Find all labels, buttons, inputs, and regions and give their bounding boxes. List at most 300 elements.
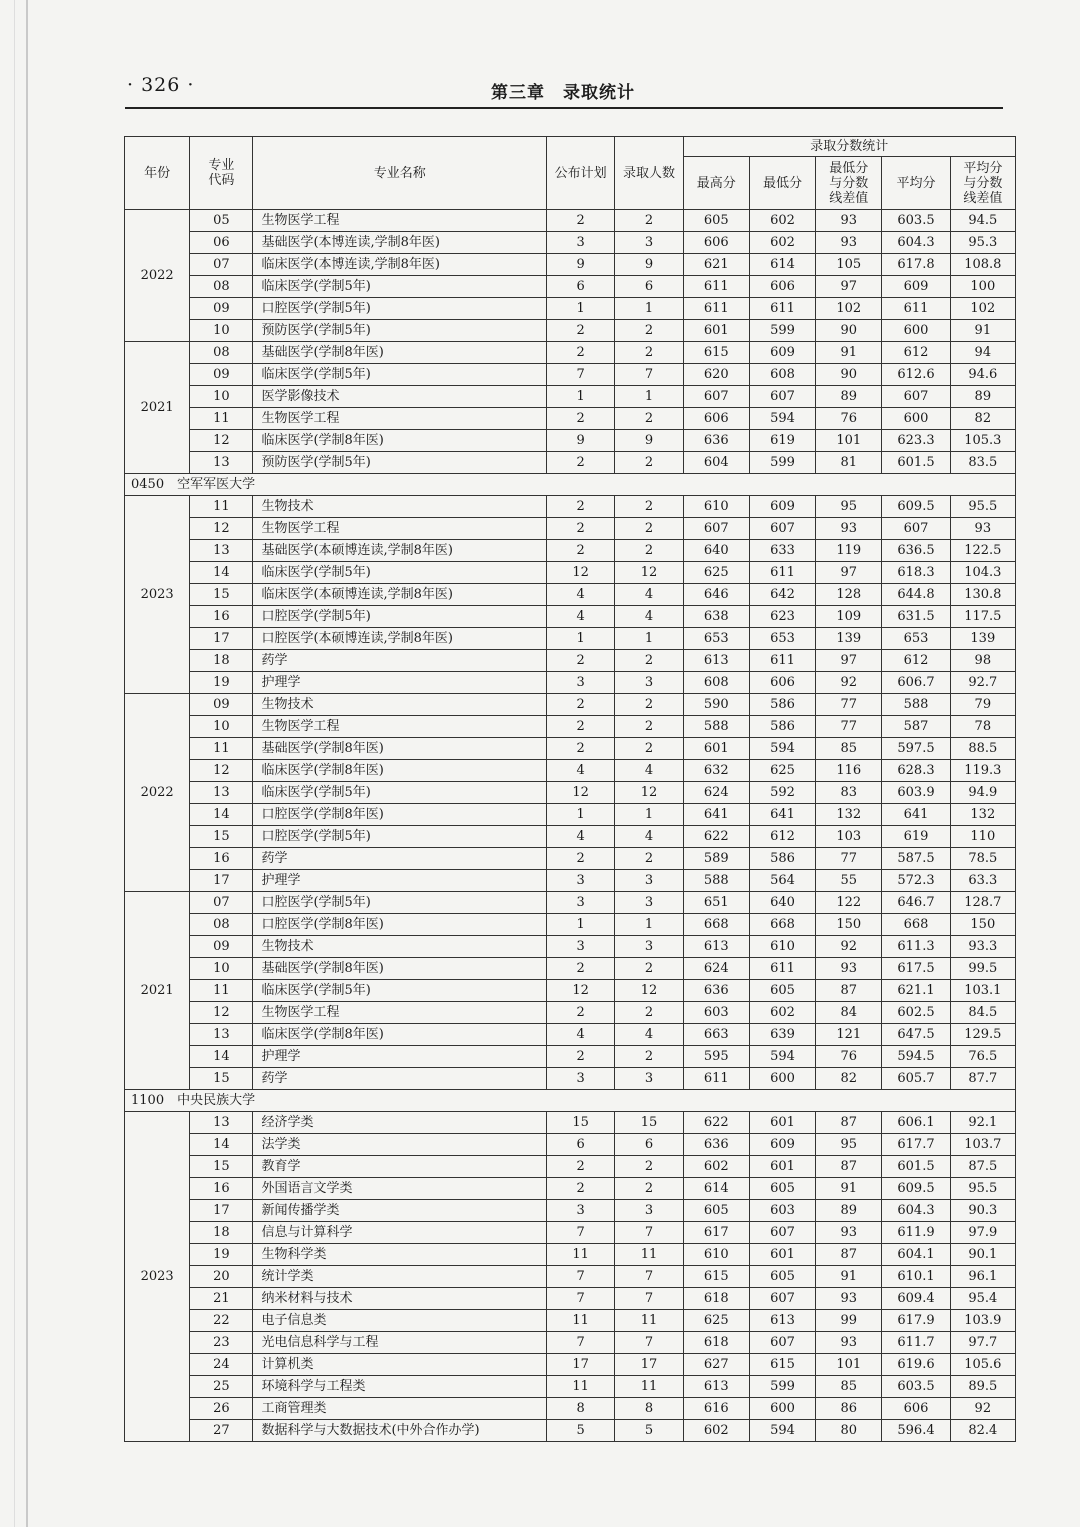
plan-cell: 4 [547, 826, 615, 848]
year-cell: 2022 [125, 210, 190, 342]
name-cell: 临床医学(学制5年) [253, 364, 547, 386]
avg-cell: 603.9 [882, 782, 950, 804]
admitted-cell: 3 [615, 870, 683, 892]
max-cell: 620 [683, 364, 749, 386]
code-cell: 05 [190, 210, 253, 232]
avg-cell: 621.1 [882, 980, 950, 1002]
plan-cell: 3 [547, 232, 615, 254]
code-cell: 15 [190, 1156, 253, 1178]
avg-cell: 596.4 [882, 1420, 950, 1442]
avg-cell: 604.3 [882, 232, 950, 254]
code-cell: 11 [190, 408, 253, 430]
avg-cell: 617.7 [882, 1134, 950, 1156]
admitted-cell: 3 [615, 1200, 683, 1222]
plan-cell: 2 [547, 650, 615, 672]
table-row [125, 716, 1016, 738]
avg-diff-cell: 129.5 [950, 1024, 1015, 1046]
code-cell: 16 [190, 1178, 253, 1200]
code-cell: 10 [190, 958, 253, 980]
code-cell: 23 [190, 1332, 253, 1354]
plan-cell: 2 [547, 210, 615, 232]
min-diff-cell: 90 [816, 320, 882, 342]
code-cell: 25 [190, 1376, 253, 1398]
name-cell: 药学 [253, 1068, 547, 1090]
admitted-cell: 2 [615, 496, 683, 518]
max-cell: 602 [683, 1156, 749, 1178]
avg-cell: 611 [882, 298, 950, 320]
name-cell: 口腔医学(学制5年) [253, 826, 547, 848]
max-cell: 610 [683, 1244, 749, 1266]
avg-diff-cell: 119.3 [950, 760, 1015, 782]
table-row [125, 738, 1016, 760]
max-cell: 641 [683, 804, 749, 826]
name-cell: 口腔医学(学制5年) [253, 298, 547, 320]
admitted-cell: 12 [615, 562, 683, 584]
avg-cell: 594.5 [882, 1046, 950, 1068]
min-cell: 625 [749, 760, 815, 782]
header-rule [125, 107, 1003, 109]
avg-cell: 618.3 [882, 562, 950, 584]
max-cell: 589 [683, 848, 749, 870]
avg-cell: 617.9 [882, 1310, 950, 1332]
min-diff-cell: 85 [816, 1376, 882, 1398]
avg-diff-cell: 94.9 [950, 782, 1015, 804]
table-row [125, 1046, 1016, 1068]
max-cell: 640 [683, 540, 749, 562]
plan-cell: 7 [547, 364, 615, 386]
name-cell: 医学影像技术 [253, 386, 547, 408]
max-cell: 616 [683, 1398, 749, 1420]
min-diff-cell: 87 [816, 980, 882, 1002]
name-cell: 基础医学(学制8年医) [253, 958, 547, 980]
max-cell: 624 [683, 958, 749, 980]
plan-cell: 17 [547, 1354, 615, 1376]
min-cell: 613 [749, 1310, 815, 1332]
name-cell: 临床医学(学制5年) [253, 562, 547, 584]
min-cell: 564 [749, 870, 815, 892]
avg-diff-cell: 94.6 [950, 364, 1015, 386]
plan-cell: 2 [547, 320, 615, 342]
avg-diff-cell: 87.7 [950, 1068, 1015, 1090]
plan-cell: 2 [547, 496, 615, 518]
avg-diff-cell: 130.8 [950, 584, 1015, 606]
name-cell: 法学类 [253, 1134, 547, 1156]
min-diff-cell: 97 [816, 650, 882, 672]
admitted-cell: 17 [615, 1354, 683, 1376]
code-cell: 19 [190, 672, 253, 694]
table-row [125, 936, 1016, 958]
min-diff-cell: 95 [816, 1134, 882, 1156]
admitted-cell: 11 [615, 1244, 683, 1266]
code-cell: 20 [190, 1266, 253, 1288]
avg-diff-cell: 76.5 [950, 1046, 1015, 1068]
code-cell: 07 [190, 892, 253, 914]
avg-cell: 601.5 [882, 1156, 950, 1178]
table-row [125, 232, 1016, 254]
max-cell: 618 [683, 1288, 749, 1310]
min-cell: 609 [749, 496, 815, 518]
min-diff-cell: 121 [816, 1024, 882, 1046]
plan-cell: 11 [547, 1310, 615, 1332]
plan-cell: 2 [547, 694, 615, 716]
code-cell: 17 [190, 1200, 253, 1222]
table-row [125, 1266, 1016, 1288]
university-label: 0450 空军军医大学 [125, 474, 1016, 496]
table-row [125, 958, 1016, 980]
min-diff-cell: 77 [816, 694, 882, 716]
name-cell: 生物医学工程 [253, 716, 547, 738]
plan-cell: 12 [547, 782, 615, 804]
avg-cell: 603.5 [882, 1376, 950, 1398]
avg-cell: 607 [882, 386, 950, 408]
min-cell: 594 [749, 1420, 815, 1442]
avg-diff-cell: 97.7 [950, 1332, 1015, 1354]
avg-cell: 609.4 [882, 1288, 950, 1310]
admitted-cell: 1 [615, 298, 683, 320]
max-cell: 605 [683, 210, 749, 232]
avg-diff-cell: 102 [950, 298, 1015, 320]
min-cell: 611 [749, 298, 815, 320]
avg-diff-cell: 89.5 [950, 1376, 1015, 1398]
min-diff-cell: 105 [816, 254, 882, 276]
col-header-avg: 平均分 [882, 157, 950, 210]
name-cell: 生物医学工程 [253, 1002, 547, 1024]
name-cell: 生物技术 [253, 496, 547, 518]
name-cell: 基础医学(学制8年医) [253, 342, 547, 364]
table-row [125, 540, 1016, 562]
min-diff-cell: 97 [816, 276, 882, 298]
max-cell: 614 [683, 1178, 749, 1200]
name-cell: 预防医学(学制5年) [253, 320, 547, 342]
chapter-title: 第三章 录取统计 [491, 83, 635, 103]
plan-cell: 1 [547, 298, 615, 320]
code-cell: 17 [190, 870, 253, 892]
table-row [125, 1222, 1016, 1244]
table-row [125, 1420, 1016, 1442]
name-cell: 生物医学工程 [253, 408, 547, 430]
name-cell: 基础医学(本硕博连读,学制8年医) [253, 540, 547, 562]
max-cell: 608 [683, 672, 749, 694]
avg-cell: 606.1 [882, 1112, 950, 1134]
name-cell: 口腔医学(学制5年) [253, 606, 547, 628]
table-row [125, 496, 1016, 518]
table-row [125, 254, 1016, 276]
plan-cell: 5 [547, 1420, 615, 1442]
code-cell: 13 [190, 1112, 253, 1134]
min-cell: 602 [749, 210, 815, 232]
admitted-cell: 12 [615, 782, 683, 804]
code-cell: 07 [190, 254, 253, 276]
table-body [125, 210, 1016, 1442]
max-cell: 601 [683, 738, 749, 760]
plan-cell: 3 [547, 936, 615, 958]
name-cell: 临床医学(本硕博连读,学制8年医) [253, 584, 547, 606]
name-cell: 预防医学(学制5年) [253, 452, 547, 474]
table-row [125, 606, 1016, 628]
min-cell: 599 [749, 452, 815, 474]
admitted-cell: 2 [615, 452, 683, 474]
admitted-cell: 2 [615, 738, 683, 760]
col-header-name: 专业名称 [253, 137, 547, 210]
min-cell: 586 [749, 694, 815, 716]
code-cell: 18 [190, 1222, 253, 1244]
avg-diff-cell: 105.6 [950, 1354, 1015, 1376]
min-cell: 599 [749, 1376, 815, 1398]
plan-cell: 4 [547, 606, 615, 628]
table-row [125, 1112, 1016, 1134]
min-diff-cell: 87 [816, 1244, 882, 1266]
avg-cell: 668 [882, 914, 950, 936]
plan-cell: 2 [547, 716, 615, 738]
min-cell: 602 [749, 1002, 815, 1024]
table-row [125, 1134, 1016, 1156]
min-cell: 594 [749, 408, 815, 430]
avg-cell: 600 [882, 320, 950, 342]
year-cell: 2022 [125, 694, 190, 892]
name-cell: 纳米材料与技术 [253, 1288, 547, 1310]
avg-diff-cell: 93.3 [950, 936, 1015, 958]
avg-cell: 611.7 [882, 1332, 950, 1354]
min-cell: 605 [749, 980, 815, 1002]
admitted-cell: 4 [615, 826, 683, 848]
min-diff-cell: 101 [816, 1354, 882, 1376]
min-cell: 606 [749, 276, 815, 298]
avg-diff-cell: 89 [950, 386, 1015, 408]
code-cell: 16 [190, 606, 253, 628]
max-cell: 632 [683, 760, 749, 782]
max-cell: 588 [683, 870, 749, 892]
name-cell: 临床医学(学制5年) [253, 276, 547, 298]
avg-cell: 572.3 [882, 870, 950, 892]
admitted-cell: 6 [615, 1134, 683, 1156]
min-diff-cell: 76 [816, 408, 882, 430]
table-row [125, 1398, 1016, 1420]
code-cell: 16 [190, 848, 253, 870]
avg-cell: 606 [882, 1398, 950, 1420]
avg-cell: 604.1 [882, 1244, 950, 1266]
plan-cell: 9 [547, 430, 615, 452]
plan-cell: 4 [547, 1024, 615, 1046]
avg-cell: 628.3 [882, 760, 950, 782]
plan-cell: 2 [547, 518, 615, 540]
min-diff-cell: 150 [816, 914, 882, 936]
plan-cell: 1 [547, 804, 615, 826]
code-cell: 11 [190, 496, 253, 518]
table-row [125, 1068, 1016, 1090]
admitted-cell: 11 [615, 1310, 683, 1332]
min-diff-cell: 77 [816, 848, 882, 870]
admission-score-table [124, 136, 1016, 1442]
avg-diff-cell: 97.9 [950, 1222, 1015, 1244]
admitted-cell: 1 [615, 386, 683, 408]
plan-cell: 1 [547, 628, 615, 650]
avg-diff-cell: 110 [950, 826, 1015, 848]
name-cell: 药学 [253, 848, 547, 870]
max-cell: 622 [683, 1112, 749, 1134]
avg-cell: 587 [882, 716, 950, 738]
max-cell: 663 [683, 1024, 749, 1046]
plan-cell: 3 [547, 892, 615, 914]
table-row [125, 650, 1016, 672]
name-cell: 临床医学(学制8年医) [253, 760, 547, 782]
max-cell: 606 [683, 408, 749, 430]
min-diff-cell: 99 [816, 1310, 882, 1332]
code-cell: 15 [190, 584, 253, 606]
avg-diff-cell: 98 [950, 650, 1015, 672]
min-cell: 608 [749, 364, 815, 386]
min-cell: 601 [749, 1244, 815, 1266]
table-row [125, 1178, 1016, 1200]
max-cell: 610 [683, 496, 749, 518]
code-cell: 15 [190, 1068, 253, 1090]
min-cell: 609 [749, 1134, 815, 1156]
avg-diff-cell: 95.3 [950, 232, 1015, 254]
avg-cell: 612.6 [882, 364, 950, 386]
code-cell: 18 [190, 650, 253, 672]
avg-diff-cell: 92 [950, 1398, 1015, 1420]
max-cell: 636 [683, 430, 749, 452]
table-row [125, 320, 1016, 342]
name-cell: 统计学类 [253, 1266, 547, 1288]
admitted-cell: 8 [615, 1398, 683, 1420]
min-cell: 611 [749, 562, 815, 584]
code-cell: 09 [190, 936, 253, 958]
table-row [125, 562, 1016, 584]
page-header [125, 74, 1003, 108]
min-diff-cell: 91 [816, 1178, 882, 1200]
min-cell: 586 [749, 848, 815, 870]
avg-cell: 619 [882, 826, 950, 848]
min-diff-cell: 87 [816, 1156, 882, 1178]
plan-cell: 2 [547, 342, 615, 364]
min-cell: 611 [749, 650, 815, 672]
avg-diff-cell: 91 [950, 320, 1015, 342]
min-diff-cell: 132 [816, 804, 882, 826]
table-row [125, 914, 1016, 936]
plan-cell: 7 [547, 1222, 615, 1244]
min-diff-cell: 83 [816, 782, 882, 804]
max-cell: 601 [683, 320, 749, 342]
max-cell: 636 [683, 1134, 749, 1156]
admitted-cell: 7 [615, 1266, 683, 1288]
code-cell: 14 [190, 1046, 253, 1068]
plan-cell: 2 [547, 452, 615, 474]
plan-cell: 8 [547, 1398, 615, 1420]
min-diff-cell: 89 [816, 386, 882, 408]
admitted-cell: 2 [615, 1046, 683, 1068]
avg-diff-cell: 139 [950, 628, 1015, 650]
admitted-cell: 2 [615, 320, 683, 342]
admitted-cell: 1 [615, 628, 683, 650]
plan-cell: 3 [547, 870, 615, 892]
min-cell: 639 [749, 1024, 815, 1046]
name-cell: 护理学 [253, 672, 547, 694]
admitted-cell: 4 [615, 760, 683, 782]
min-diff-cell: 87 [816, 1112, 882, 1134]
code-cell: 12 [190, 430, 253, 452]
admitted-cell: 3 [615, 232, 683, 254]
code-cell: 08 [190, 914, 253, 936]
max-cell: 611 [683, 276, 749, 298]
avg-cell: 601.5 [882, 452, 950, 474]
plan-cell: 12 [547, 980, 615, 1002]
max-cell: 590 [683, 694, 749, 716]
plan-cell: 12 [547, 562, 615, 584]
avg-cell: 609.5 [882, 1178, 950, 1200]
plan-cell: 2 [547, 408, 615, 430]
table-row [125, 1200, 1016, 1222]
max-cell: 625 [683, 1310, 749, 1332]
avg-cell: 607 [882, 518, 950, 540]
max-cell: 646 [683, 584, 749, 606]
avg-cell: 653 [882, 628, 950, 650]
table-row [125, 298, 1016, 320]
avg-diff-cell: 90.3 [950, 1200, 1015, 1222]
min-diff-cell: 116 [816, 760, 882, 782]
admitted-cell: 2 [615, 540, 683, 562]
plan-cell: 2 [547, 738, 615, 760]
table-row [125, 760, 1016, 782]
max-cell: 613 [683, 936, 749, 958]
name-cell: 药学 [253, 650, 547, 672]
max-cell: 605 [683, 1200, 749, 1222]
table-row [125, 1002, 1016, 1024]
code-cell: 17 [190, 628, 253, 650]
name-cell: 生物医学工程 [253, 210, 547, 232]
name-cell: 外国语言文学类 [253, 1178, 547, 1200]
min-cell: 615 [749, 1354, 815, 1376]
avg-cell: 597.5 [882, 738, 950, 760]
avg-cell: 603.5 [882, 210, 950, 232]
avg-cell: 587.5 [882, 848, 950, 870]
min-cell: 586 [749, 716, 815, 738]
admitted-cell: 3 [615, 1068, 683, 1090]
min-cell: 668 [749, 914, 815, 936]
avg-diff-cell: 122.5 [950, 540, 1015, 562]
name-cell: 生物医学工程 [253, 518, 547, 540]
name-cell: 生物技术 [253, 694, 547, 716]
code-cell: 10 [190, 386, 253, 408]
name-cell: 教育学 [253, 1156, 547, 1178]
max-cell: 615 [683, 342, 749, 364]
plan-cell: 7 [547, 1332, 615, 1354]
min-diff-cell: 86 [816, 1398, 882, 1420]
code-cell: 13 [190, 452, 253, 474]
max-cell: 607 [683, 518, 749, 540]
code-cell: 12 [190, 760, 253, 782]
avg-diff-cell: 82 [950, 408, 1015, 430]
min-cell: 600 [749, 1068, 815, 1090]
avg-diff-cell: 84.5 [950, 1002, 1015, 1024]
name-cell: 口腔医学(学制8年医) [253, 914, 547, 936]
year-cell: 2021 [125, 342, 190, 474]
max-cell: 621 [683, 254, 749, 276]
max-cell: 611 [683, 1068, 749, 1090]
avg-cell: 605.7 [882, 1068, 950, 1090]
min-diff-cell: 93 [816, 1222, 882, 1244]
max-cell: 611 [683, 298, 749, 320]
code-cell: 15 [190, 826, 253, 848]
avg-cell: 606.7 [882, 672, 950, 694]
avg-diff-cell: 95.4 [950, 1288, 1015, 1310]
admitted-cell: 3 [615, 672, 683, 694]
avg-diff-cell: 92.7 [950, 672, 1015, 694]
plan-cell: 15 [547, 1112, 615, 1134]
table-row [125, 892, 1016, 914]
min-diff-cell: 84 [816, 1002, 882, 1024]
code-cell: 14 [190, 804, 253, 826]
avg-cell: 619.6 [882, 1354, 950, 1376]
